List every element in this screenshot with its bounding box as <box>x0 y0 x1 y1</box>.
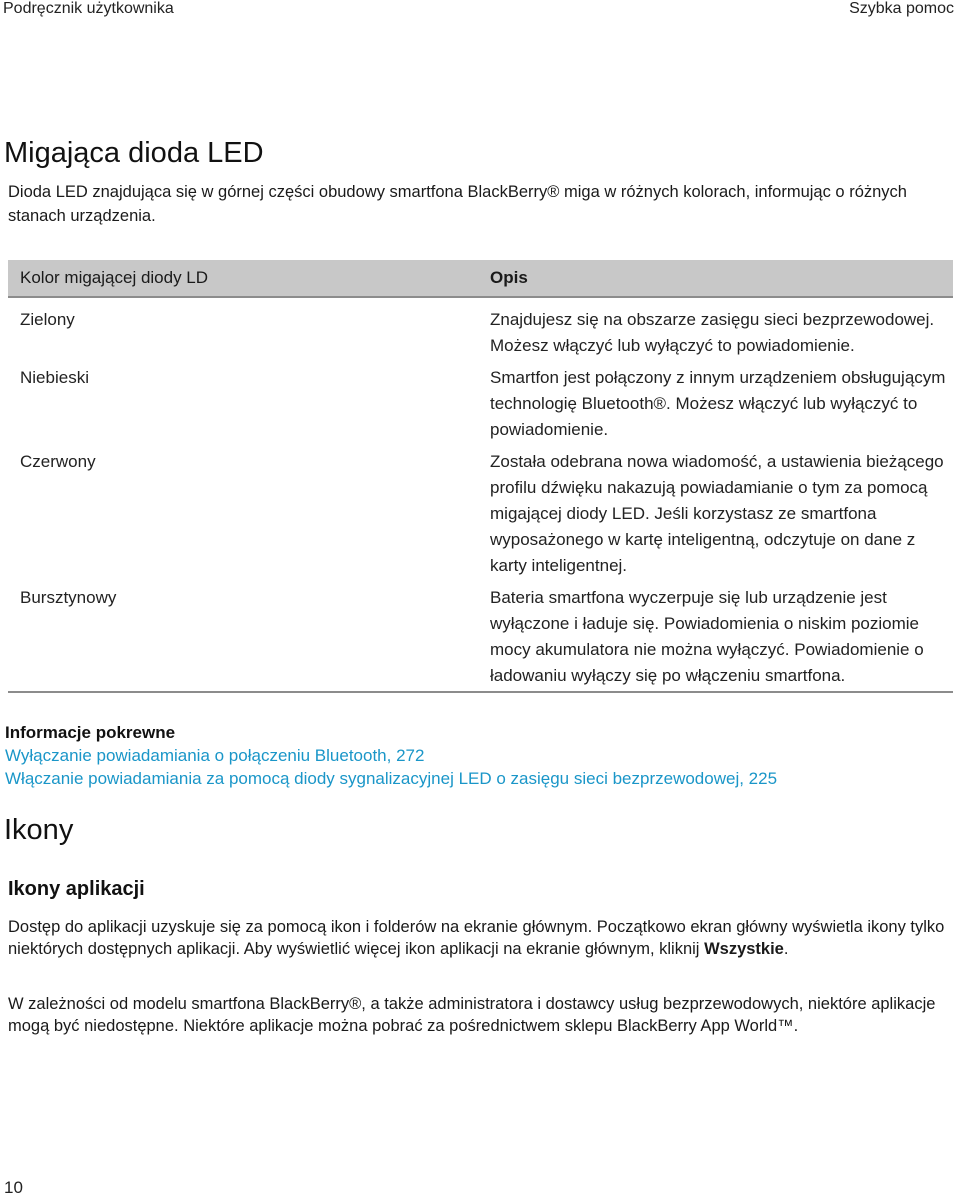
page-number: 10 <box>4 1178 23 1197</box>
icons-section-title: Ikony <box>4 814 74 846</box>
table-row <box>8 449 953 579</box>
table-row <box>8 365 953 443</box>
page-title: Migająca dioda LED <box>4 137 264 169</box>
row-description: Została odebrana nowa wiadomość, a ustawienia bieżącego profilu dźwięku nakazują powiadamianie o tym za pomocą migającej diody LED. Jeśli korzystasz ze smartfona wyposażonego w kartę inteligentną, odczytuje on dane z karty inteligentnej. <box>490 452 944 575</box>
column-header-description: Opis <box>490 268 528 287</box>
all-keyword: Wszystkie <box>704 940 784 958</box>
row-color: Czerwony <box>20 452 96 471</box>
intro-paragraph: Dioda LED znajdująca się w górnej części obudowy smartfona BlackBerry® miga w różnych kolorach, informując o różnych stanach urządzenia. <box>8 183 907 225</box>
running-header <box>0 0 960 20</box>
row-color: Bursztynowy <box>20 588 117 607</box>
app-icons-subtitle: Ikony aplikacji <box>8 878 145 900</box>
table-row <box>8 307 953 359</box>
related-information <box>5 722 945 790</box>
table-body <box>8 307 953 689</box>
related-title: Informacje pokrewne <box>5 723 176 742</box>
table-row <box>8 585 953 689</box>
row-description: Znajdujesz się na obszarze zasięgu sieci bezprzewodowej. Możesz włączyć lub wyłączyć to powiadomienie. <box>490 310 935 355</box>
section-title: Szybka pomoc <box>849 0 954 17</box>
table-header <box>8 260 953 298</box>
paragraph-text: Dostęp do aplikacji uzyskuje się za pomocą ikon i folderów na ekranie głównym. Początkowo ekran główny wyświetla ikony tylko niektórych dostępnych aplikacji. Aby wyświetlić więcej ikon aplikacji na ekranie głównym, kliknij <box>8 918 945 958</box>
table-bottom-rule <box>8 691 953 693</box>
related-link-bluetooth[interactable]: Wyłączanie powiadamiania o połączeniu Bluetooth, 272 <box>5 746 425 765</box>
row-description: Bateria smartfona wyczerpuje się lub urządzenie jest wyłączone i ładuje się. Powiadomienia o niskim poziomie mocy akumulatora nie można wyłączyć. Powiadomienie o ładowaniu wyłączy się po włączeniu smartfona. <box>490 588 924 685</box>
paragraph-end: . <box>783 940 789 958</box>
manual-title: Podręcznik użytkownika <box>3 0 174 17</box>
led-color-table <box>8 260 953 693</box>
column-header-color: Kolor migającej diody LD <box>20 268 209 287</box>
row-description: Smartfon jest połączony z innym urządzeniem obsługującym technologię Bluetooth®. Możesz włączyć lub wyłączyć to powiadomienie. <box>490 368 946 439</box>
related-link-led-wireless[interactable]: Włączanie powiadamiania za pomocą diody sygnalizacyjnej LED o zasięgu sieci bezprzewodowej, 225 <box>5 769 778 788</box>
app-icons-paragraph-1 <box>8 916 953 960</box>
app-icons-paragraph-2: W zależności od modelu smartfona BlackBerry®, a także administratora i dostawcy usług bezprzewodowych, niektóre aplikacje mogą być niedostępne. Niektóre aplikacje można pobrać za pośrednictwem sklepu BlackBerry App World™. <box>8 995 936 1035</box>
row-color: Niebieski <box>20 368 89 387</box>
row-color: Zielony <box>20 310 75 329</box>
